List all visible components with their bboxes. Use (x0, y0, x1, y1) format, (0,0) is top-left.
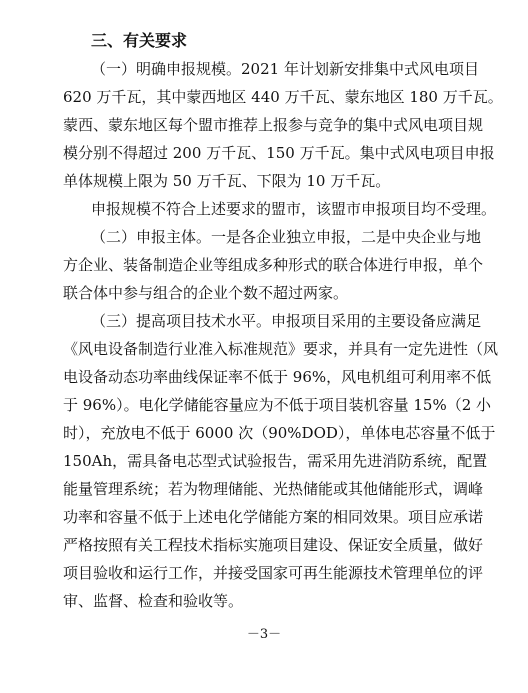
paragraph-3-line-2: 方企业、装备制造企业等组成多种形式的联合体进行申报，单个 (63, 256, 484, 274)
paragraph-4-line-2: 《风电设备制造行业准入标准规范》要求，并具有一定先进性（风 (63, 340, 499, 358)
paragraph-1-line-1: （一）明确申报规模。2021 年计划新安排集中式风电项目 (91, 60, 479, 78)
paragraph-1-line-3: 蒙西、蒙东地区每个盟市推荐上报参与竞争的集中式风电项目规 (63, 116, 484, 134)
paragraph-4-line-6: 150Ah，需具备电芯型式试验报告，需采用先进消防系统，配置 (63, 452, 488, 470)
paragraph-3-line-1: （二）申报主体。一是各企业独立申报，二是中央企业与地 (91, 228, 482, 246)
paragraph-4-line-8: 功率和容量不低于上述电化学储能方案的相同效果。项目应承诺 (63, 508, 484, 526)
paragraph-4-line-4: 于 96%）。电化学储能容量应为不低于项目装机容量 15%（2 小 (63, 396, 492, 414)
paragraph-1-line-2: 620 万千瓦，其中蒙西地区 440 万千瓦、蒙东地区 180 万千瓦。 (63, 88, 503, 106)
paragraph-4-line-5: 时），充放电不低于 6000 次（90%DOD），单体电芯容量不低于 (63, 424, 496, 442)
page-number: －3－ (246, 627, 282, 642)
paragraph-1-line-4: 模分别不得超过 200 万千瓦、150 万千瓦。集中式风电项目申报 (63, 144, 495, 162)
paragraph-4-line-7: 能量管理系统；若为物理储能、光热储能或其他储能形式，调峰 (63, 480, 484, 498)
section-heading: 三、有关要求 (91, 31, 188, 50)
paragraph-4-line-11: 审、监督、检查和验收等。 (63, 592, 244, 610)
paragraph-3-line-3: 联合体中参与组合的企业个数不超过两家。 (63, 284, 349, 302)
paragraph-4-line-10: 项目验收和运行工作，并接受国家可再生能源技术管理单位的评 (63, 564, 484, 582)
paragraph-1-line-5: 单体规模上限为 50 万千瓦、下限为 10 万千瓦。 (63, 172, 391, 190)
paragraph-4-line-3: 电设备动态功率曲线保证率不低于 96%，风电机组可利用率不低 (63, 368, 492, 386)
paragraph-2-line-1: 申报规模不符合上述要求的盟市，该盟市申报项目均不受理。 (91, 200, 497, 218)
paragraph-4-line-9: 严格按照有关工程技术指标实施项目建设、保证安全质量，做好 (63, 536, 484, 554)
paragraph-4-line-1: （三）提高项目技术水平。申报项目采用的主要设备应满足 (91, 312, 482, 330)
